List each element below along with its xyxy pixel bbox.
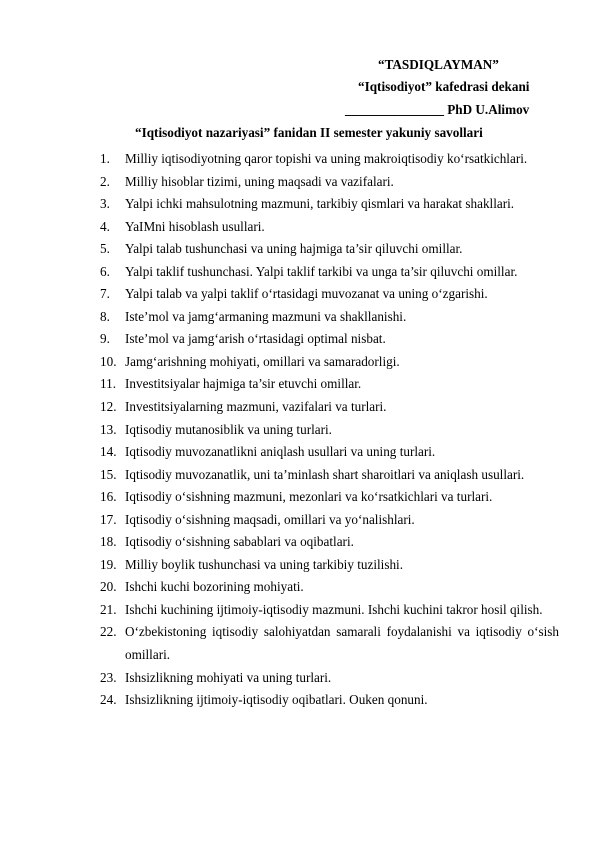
question-text: Iste’mol va jamg‘arish o‘rtasidagi optimal nisbat. (125, 331, 386, 347)
question-item (100, 238, 559, 261)
approval-position: “Iqtisodiyot” kafedrasi dekani (358, 79, 530, 94)
question-text: O‘zbekistoning iqtisodiy salohiyatdan samarali foydalanishi va iqtisodiy o‘sish omillari. (125, 624, 559, 663)
question-text: Jamg‘arishning mohiyati, omillari va samaradorligi. (125, 353, 400, 369)
question-item (100, 283, 559, 306)
question-number: 16. (100, 489, 117, 505)
question-text: Milliy boylik tushunchasi va uning tarkibiy tuzilishi. (125, 556, 404, 572)
question-number: 18. (100, 534, 117, 550)
question-number: 24. (100, 692, 117, 708)
question-text: Iqtisodiy muvozanatlikni aniqlash usullari va uning turlari. (125, 444, 436, 460)
question-item (100, 689, 559, 712)
question-text: Yalpi talab tushunchasi va uning hajmiga ta’sir qiluvchi omillar. (125, 241, 463, 257)
document-title: “Iqtisodiyot nazariyasi” fanidan II semester yakuniy savollari (135, 125, 483, 140)
question-item (100, 419, 559, 442)
question-number: 20. (100, 579, 117, 595)
question-item (100, 171, 559, 194)
question-item (100, 351, 559, 374)
question-number: 19. (100, 556, 117, 572)
question-text: Ishchi kuchi bozorining mohiyati. (125, 579, 304, 595)
approval-heading: “TASDIQLAYMAN” (378, 57, 499, 72)
question-item (100, 621, 559, 666)
question-number: 2. (100, 173, 110, 189)
question-number: 4. (100, 218, 110, 234)
question-text: Iqtisodiy muvozanatlik, uni ta’minlash shart sharoitlari va aniqlash usullari. (125, 466, 525, 482)
question-text: Ishsizlikning ijtimoiy-iqtisodiy oqibatlari. Ouken qonuni. (125, 692, 428, 708)
question-text: Iqtisodiy o‘sishning mazmuni, mezonlari va ko‘rsatkichlari va turlari. (125, 489, 493, 505)
question-number: 1. (100, 151, 110, 166)
question-item (100, 441, 559, 464)
question-text: Iqtisodiy o‘sishning maqsadi, omillari va yo‘nalishlari. (125, 511, 415, 527)
question-text: Milliy hisoblar tizimi, uning maqsadi va vazifalari. (125, 173, 394, 189)
question-number: 14. (100, 444, 117, 460)
question-item (100, 216, 559, 239)
question-number: 11. (100, 376, 116, 392)
question-text: Investitsiyalar hajmiga ta’sir etuvchi omillar. (125, 376, 362, 392)
question-item (100, 667, 559, 690)
question-number: 12. (100, 399, 117, 415)
question-item (100, 261, 559, 284)
question-text: Yalpi talab va yalpi taklif o‘rtasidagi muvozanat va uning o‘zgarishi. (125, 286, 488, 302)
question-text: Iqtisodiy o‘sishning sabablari va oqibatlari. (125, 534, 354, 550)
question-item (100, 599, 559, 622)
question-number: 6. (100, 263, 110, 279)
question-item (100, 328, 559, 351)
question-item (100, 531, 559, 554)
question-text: Investitsiyalarning mazmuni, vazifalari va turlari. (125, 399, 387, 415)
question-item (100, 464, 559, 487)
question-number: 3. (100, 196, 110, 212)
question-text: Iqtisodiy mutanosiblik va uning turlari. (125, 421, 332, 437)
question-item (100, 193, 559, 216)
question-number: 8. (100, 308, 110, 324)
question-item (100, 396, 559, 419)
question-text: Yalpi taklif tushunchasi. Yalpi taklif tarkibi va unga ta’sir qiluvchi omillar. (125, 263, 518, 279)
question-item (100, 306, 559, 329)
question-item (100, 148, 559, 171)
question-text: YaIMni hisoblash usullari. (125, 218, 265, 234)
question-item (100, 576, 559, 599)
question-number: 13. (100, 421, 117, 437)
question-item (100, 509, 559, 532)
question-number: 9. (100, 331, 110, 347)
question-item (100, 373, 559, 396)
question-number: 22. (100, 624, 117, 640)
approval-signature-line: _______________ PhD U.Alimov (345, 102, 530, 117)
question-text: Ishsizlikning mohiyati va uning turlari. (125, 669, 332, 685)
question-item (100, 554, 559, 577)
question-text: Milliy iqtisodiyotning qaror topishi va uning makroiqtisodiy ko‘rsatkichlari. (125, 151, 528, 166)
question-number: 5. (100, 241, 110, 257)
question-list (100, 148, 559, 712)
question-text: Iste’mol va jamg‘armaning mazmuni va shakllanishi. (125, 308, 407, 324)
question-number: 7. (100, 286, 110, 302)
question-number: 21. (100, 601, 117, 617)
question-text: Yalpi ichki mahsulotning mazmuni, tarkibiy qismlari va harakat shakllari. (125, 196, 515, 212)
question-item (100, 486, 559, 509)
question-number: 10. (100, 353, 117, 369)
question-text: Ishchi kuchining ijtimoiy-iqtisodiy mazmuni. Ishchi kuchini takror hosil qilish. (125, 601, 543, 617)
question-number: 23. (100, 669, 117, 685)
question-number: 15. (100, 466, 117, 482)
question-number: 17. (100, 511, 117, 527)
